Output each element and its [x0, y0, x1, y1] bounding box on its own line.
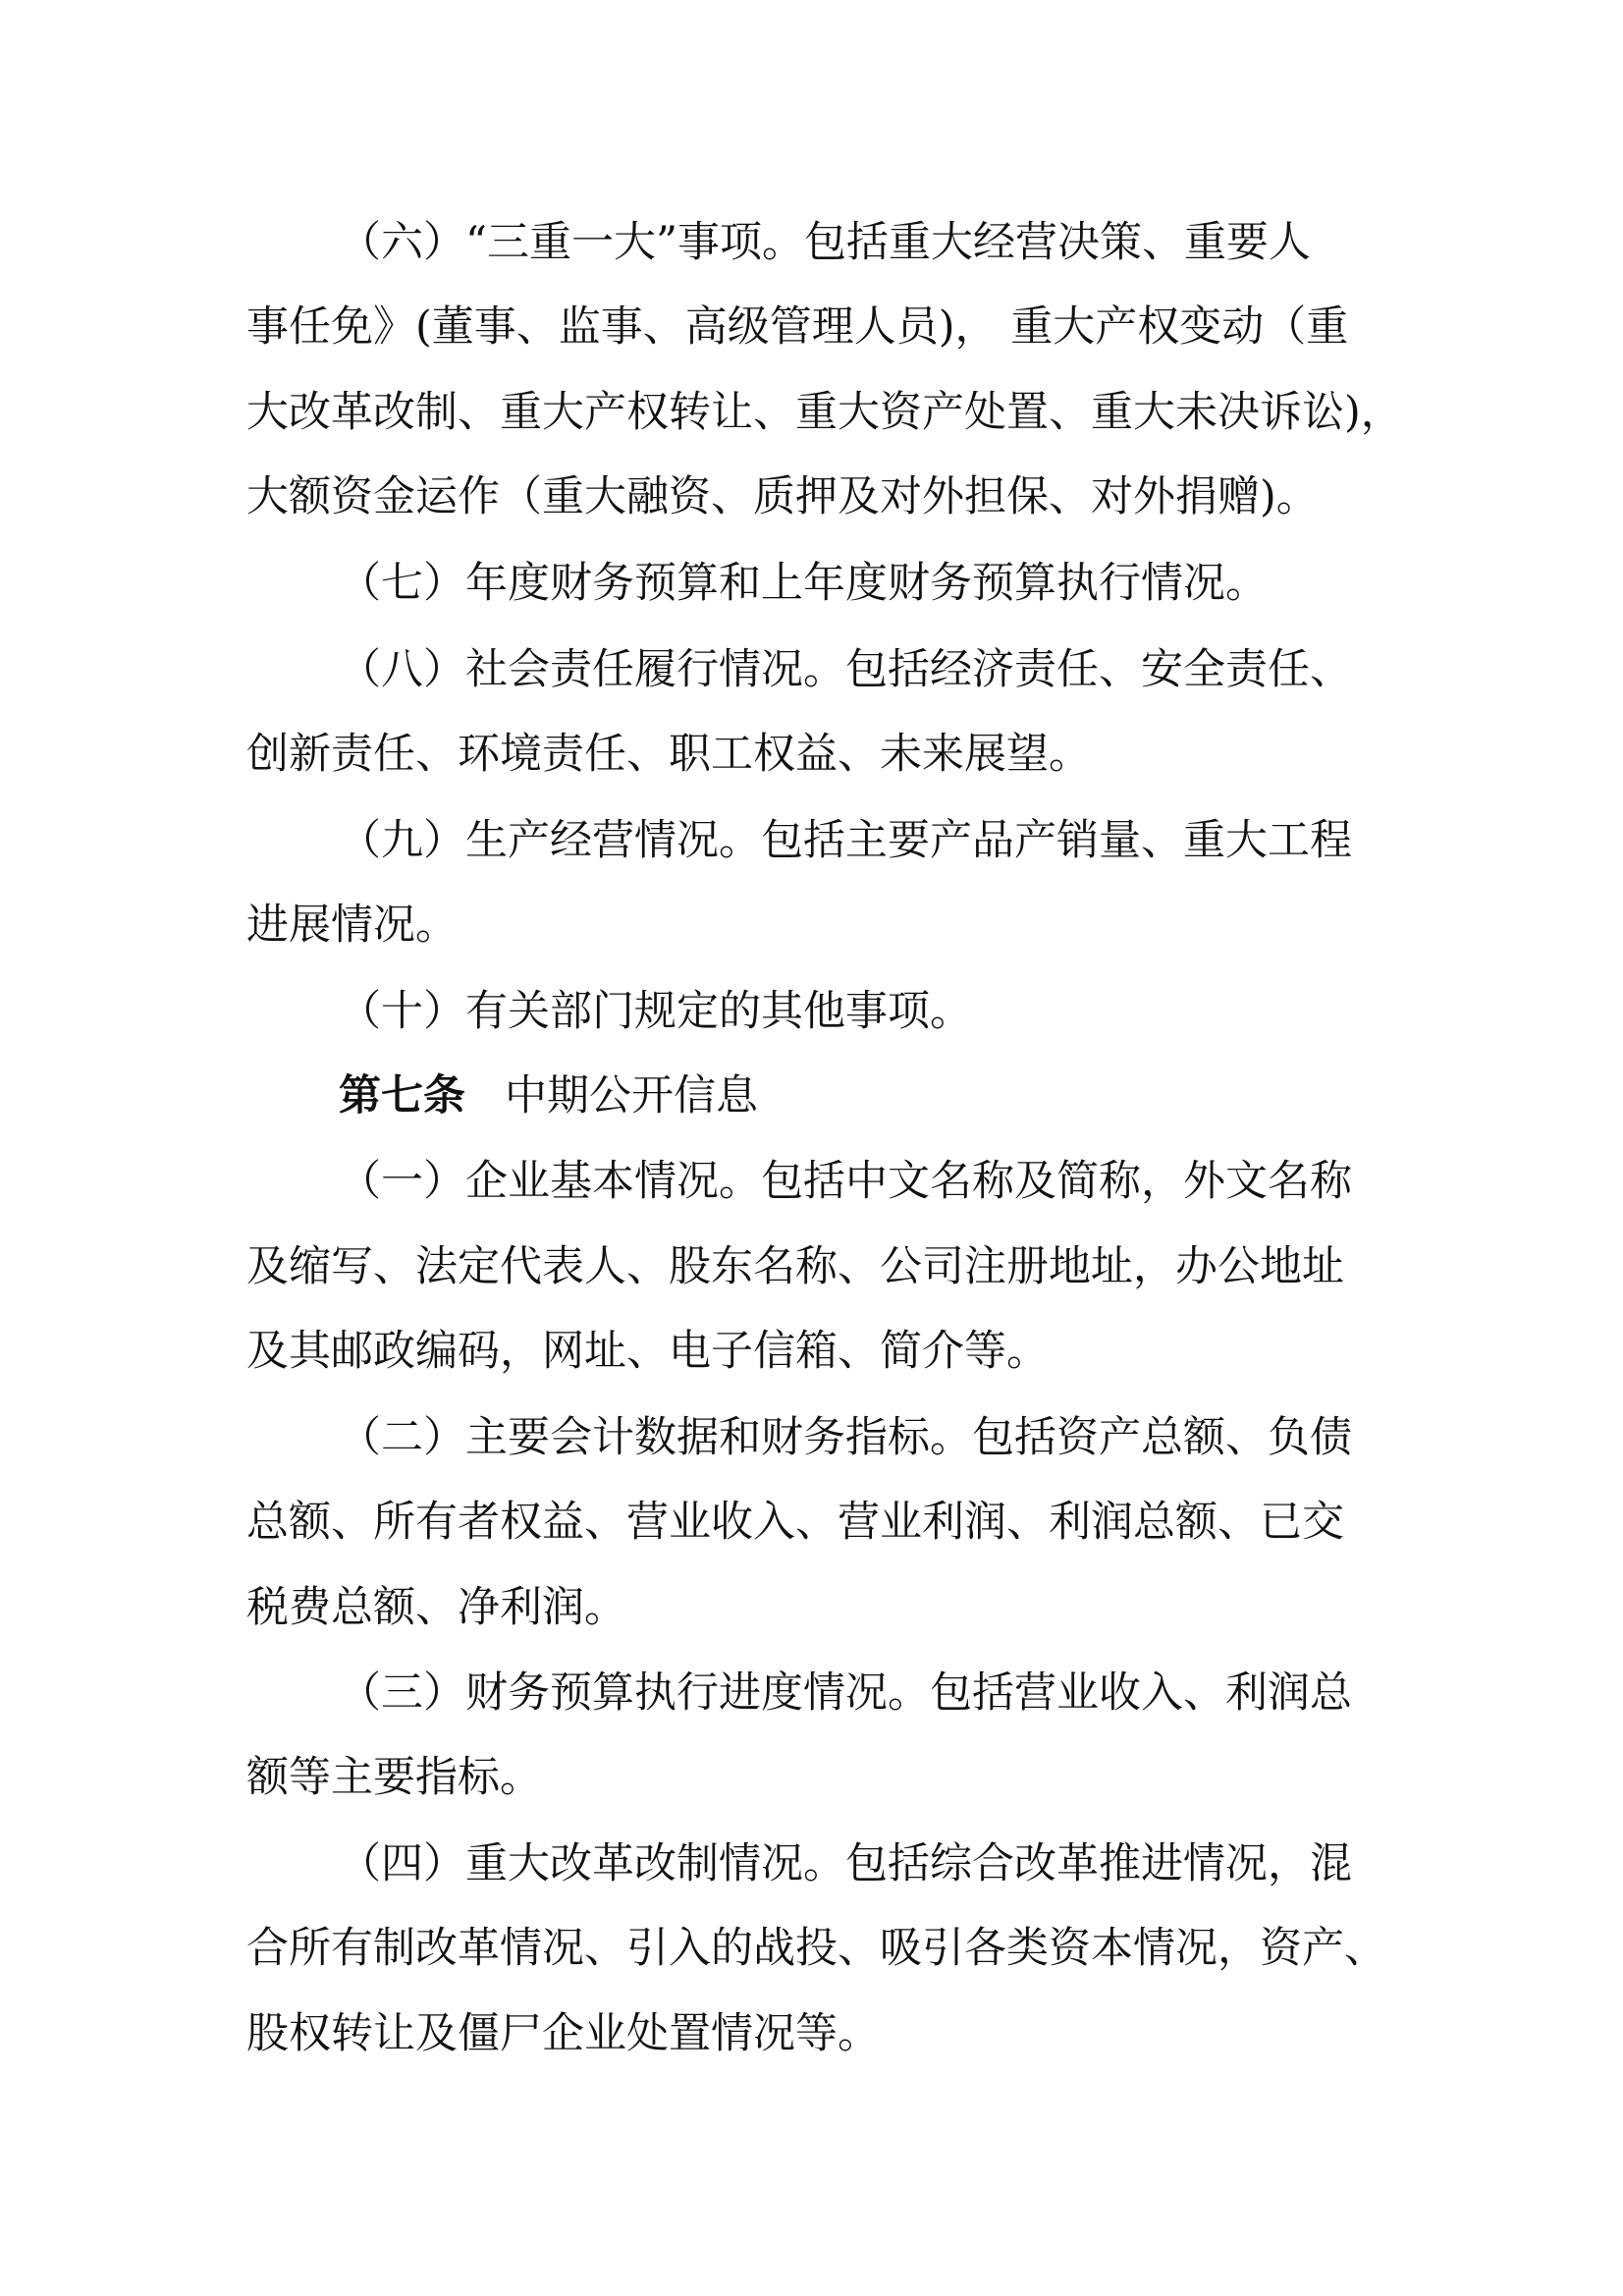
paragraph-line: 额等主要指标。: [246, 1753, 542, 1802]
paragraph-line: 进展情况。: [246, 901, 458, 950]
paragraph-line: （四）重大改革改制情况。包括综合改革推进情况，混: [339, 1839, 1352, 1888]
paragraph-line: （三）财务预算执行进度情况。包括营业收入、利润总: [339, 1668, 1352, 1718]
paragraph-line: 创新责任、环境责任、职工权益、未来展望。: [246, 730, 1091, 779]
paragraph-line: 股权转让及僵尸企业处置情况等。: [246, 2009, 880, 2058]
article-number: 第七条: [339, 1071, 465, 1121]
paragraph-line: （七）年度财务预算和上年度财务预算执行情况。: [339, 559, 1268, 608]
paragraph-line: （十）有关部门规定的其他事项。: [339, 987, 972, 1036]
paragraph-line: 大额资金运作（重大融资、质押及对外担保、对外捐赠)。: [246, 472, 1319, 521]
paragraph-line: 事任免》(董事、监事、高级管理人员)， 重大产权变动（重: [246, 302, 1349, 352]
paragraph-line: 总额、所有者权益、营业收入、营业利润、利润总额、已交: [246, 1498, 1344, 1547]
paragraph-line: （六）“三重一大”事项。包括重大经营决策、重要人: [339, 218, 1311, 267]
paragraph-line: 及缩写、法定代表人、股东名称、公司注册地址，办公地址: [246, 1242, 1344, 1291]
paragraph-line: （一）企业基本情况。包括中文名称及简称，外文名称: [339, 1157, 1352, 1206]
paragraph-line: （八）社会责任履行情况。包括经济责任、安全责任、: [339, 645, 1352, 694]
paragraph-line: 大改革改制、重大产权转让、重大资产处置、重大未决诉讼)，: [246, 388, 1403, 437]
article-title: 中期公开信息: [505, 1071, 758, 1121]
paragraph-line: （二）主要会计数据和财务指标。包括资产总额、负债: [339, 1413, 1352, 1462]
paragraph-line: 合所有制改革情况、引入的战投、吸引各类资本情况，资产、: [246, 1924, 1386, 1973]
paragraph-line: （九）生产经营情况。包括主要产品产销量、重大工程: [339, 816, 1352, 865]
paragraph-line: 税费总额、净利润。: [246, 1583, 626, 1632]
article-heading: [339, 1066, 1385, 1125]
paragraph-line: 及其邮政编码，网址、电子信箱、简介等。: [246, 1327, 1049, 1376]
